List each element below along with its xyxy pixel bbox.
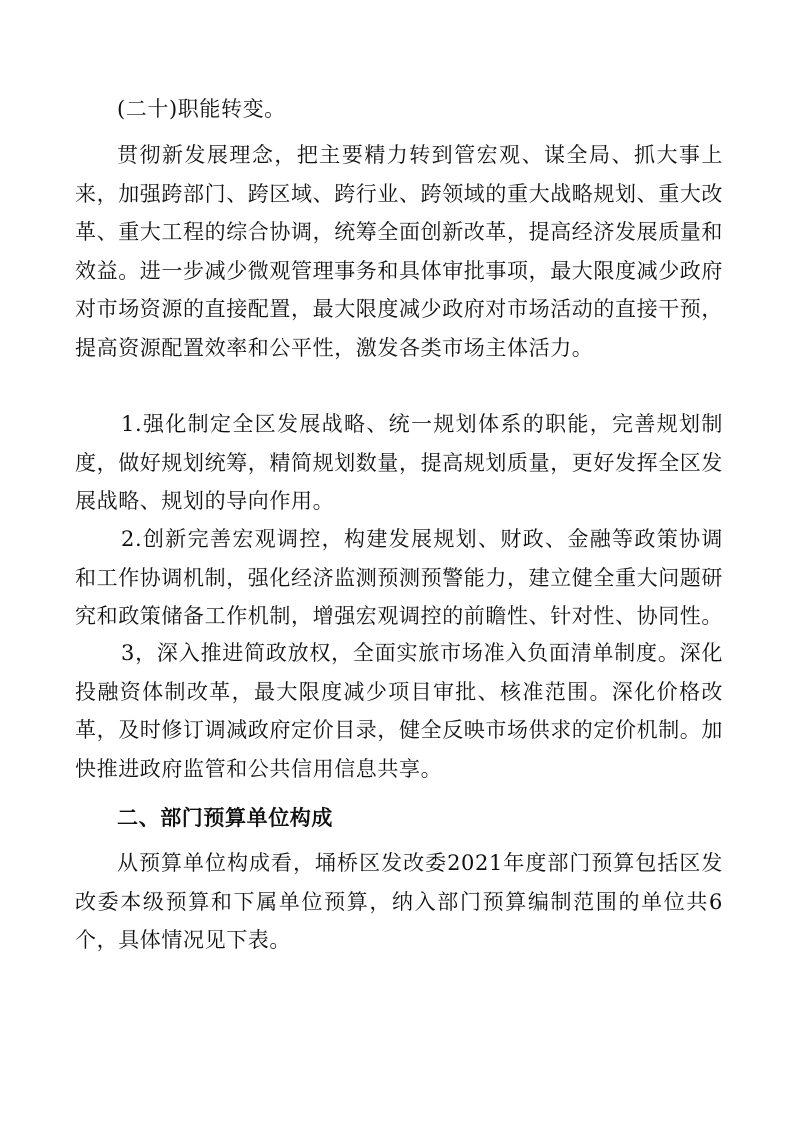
paragraph-item-3: 3，深入推进简政放权，全面实旅市场准入负面清单制度。深化投融资体制改革，最大限度减少项目审批、核准范围。深化价格改革，及时修订调减政府定价目录，健全反映市场供求的定价机制。加快推进政府监管和公共信用信息共享。	[75, 641, 723, 781]
section-heading-budget-units: 二、部门预算单位构成	[117, 806, 333, 830]
paragraph-function-change: 贯彻新发展理念，把主要精力转到管宏观、谋全局、抓大事上来，加强跨部门、跨区域、跨行业、跨领域的重大战略规划、重大改革、重大工程的综合协调，统筹全面创新改革，提高经济发展质量和效益。进一步减少微观管理事务和具体审批事项，最大限度减少政府对市场资源的直接配置，最大限度减少政府对市场活动的直接干预，提高资源配置效率和公平性，激发各类市场主体活力。	[75, 143, 723, 360]
paragraph-item-2: 2.创新完善宏观调控，构建发展规划、财政、金融等政策协调和工作协调机制，强化经济监测预测预警能力，建立健全重大问题研究和政策储备工作机制，增强宏观调控的前瞻性、针对性、协同性。	[75, 527, 723, 628]
section-title: (二十)职能转变。	[117, 97, 286, 121]
paragraph-budget-units: 从预算单位构成看，埇桥区发改委2021年度部门预算包括区发改委本级预算和下属单位预算，纳入部门预算编制范围的单位共6个，具体情况见下表。	[75, 851, 723, 952]
paragraph-item-1: 1.强化制定全区发展战略、统一规划体系的职能，完善规划制度，做好规划统筹，精简规划数量，提高规划质量，更好发挥全区发展战略、规划的导向作用。	[75, 412, 723, 513]
